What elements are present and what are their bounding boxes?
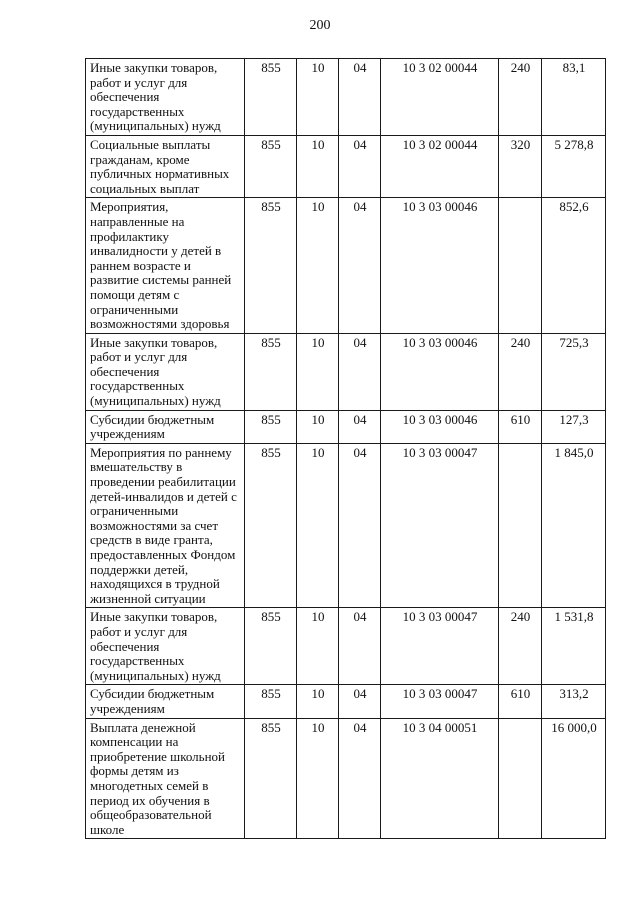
table-row — [86, 443, 606, 608]
row-type — [499, 443, 542, 608]
row-section: 10 — [297, 685, 339, 718]
row-type — [499, 198, 542, 333]
table-row — [86, 410, 606, 443]
row-subsection: 04 — [339, 410, 381, 443]
row-type: 240 — [499, 59, 542, 136]
row-name: Социальные выплаты гражданам, кроме публичных нормативных социальных выплат — [86, 135, 245, 197]
row-amount: 1 531,8 — [542, 608, 606, 685]
table-row — [86, 135, 606, 197]
row-section: 10 — [297, 443, 339, 608]
row-target: 10 3 03 00046 — [381, 410, 499, 443]
row-amount: 725,3 — [542, 333, 606, 410]
row-name: Иные закупки товаров, работ и услуг для обеспечения государственных (муниципальных) нужд — [86, 608, 245, 685]
row-target: 10 3 03 00046 — [381, 333, 499, 410]
row-ministry: 855 — [245, 410, 297, 443]
row-ministry: 855 — [245, 718, 297, 839]
row-amount: 1 845,0 — [542, 443, 606, 608]
row-subsection: 04 — [339, 198, 381, 333]
table-row — [86, 198, 606, 333]
row-type: 320 — [499, 135, 542, 197]
row-ministry: 855 — [245, 608, 297, 685]
row-target: 10 3 04 00051 — [381, 718, 499, 839]
row-subsection: 04 — [339, 718, 381, 839]
table-row — [86, 718, 606, 839]
row-amount: 16 000,0 — [542, 718, 606, 839]
row-target: 10 3 03 00047 — [381, 608, 499, 685]
row-subsection: 04 — [339, 59, 381, 136]
row-section: 10 — [297, 608, 339, 685]
row-ministry: 855 — [245, 198, 297, 333]
row-subsection: 04 — [339, 443, 381, 608]
row-name: Иные закупки товаров, работ и услуг для обеспечения государственных (муниципальных) нужд — [86, 59, 245, 136]
row-amount: 5 278,8 — [542, 135, 606, 197]
row-amount: 313,2 — [542, 685, 606, 718]
row-section: 10 — [297, 59, 339, 136]
row-type: 610 — [499, 410, 542, 443]
row-target: 10 3 03 00047 — [381, 443, 499, 608]
row-subsection: 04 — [339, 333, 381, 410]
row-amount: 127,3 — [542, 410, 606, 443]
row-name: Субсидии бюджетным учреждениям — [86, 685, 245, 718]
row-amount: 83,1 — [542, 59, 606, 136]
row-type — [499, 718, 542, 839]
row-name: Иные закупки товаров, работ и услуг для обеспечения государственных (муниципальных) нужд — [86, 333, 245, 410]
row-target: 10 3 03 00046 — [381, 198, 499, 333]
row-target: 10 3 02 00044 — [381, 59, 499, 136]
row-target: 10 3 02 00044 — [381, 135, 499, 197]
table-row — [86, 333, 606, 410]
row-ministry: 855 — [245, 135, 297, 197]
row-ministry: 855 — [245, 59, 297, 136]
budget-table — [85, 58, 606, 839]
row-section: 10 — [297, 198, 339, 333]
row-name: Мероприятия по раннему вмешательству в проведении реабилитации детей-инвалидов и детей с ограниченными возможностями за счет средств в виде гранта, предоставленных Фондом поддержки детей, находящихся в трудной жизненной ситуации — [86, 443, 245, 608]
row-name: Выплата денежной компенсации на приобретение школьной формы детям из многодетных семей в период их обучения в общеобразовательной школе — [86, 718, 245, 839]
row-type: 610 — [499, 685, 542, 718]
row-subsection: 04 — [339, 135, 381, 197]
row-ministry: 855 — [245, 685, 297, 718]
row-subsection: 04 — [339, 608, 381, 685]
row-subsection: 04 — [339, 685, 381, 718]
row-amount: 852,6 — [542, 198, 606, 333]
row-type: 240 — [499, 333, 542, 410]
row-section: 10 — [297, 135, 339, 197]
row-type: 240 — [499, 608, 542, 685]
table-row — [86, 608, 606, 685]
table-row — [86, 59, 606, 136]
table-row — [86, 685, 606, 718]
row-target: 10 3 03 00047 — [381, 685, 499, 718]
row-section: 10 — [297, 718, 339, 839]
page-number: 200 — [309, 18, 331, 33]
row-ministry: 855 — [245, 443, 297, 608]
row-ministry: 855 — [245, 333, 297, 410]
row-name: Мероприятия, направленные на профилактику инвалидности у детей в раннем возрасте и развитие системы ранней помощи детям с ограниченными возможностями здоровья — [86, 198, 245, 333]
row-section: 10 — [297, 410, 339, 443]
row-name: Субсидии бюджетным учреждениям — [86, 410, 245, 443]
row-section: 10 — [297, 333, 339, 410]
